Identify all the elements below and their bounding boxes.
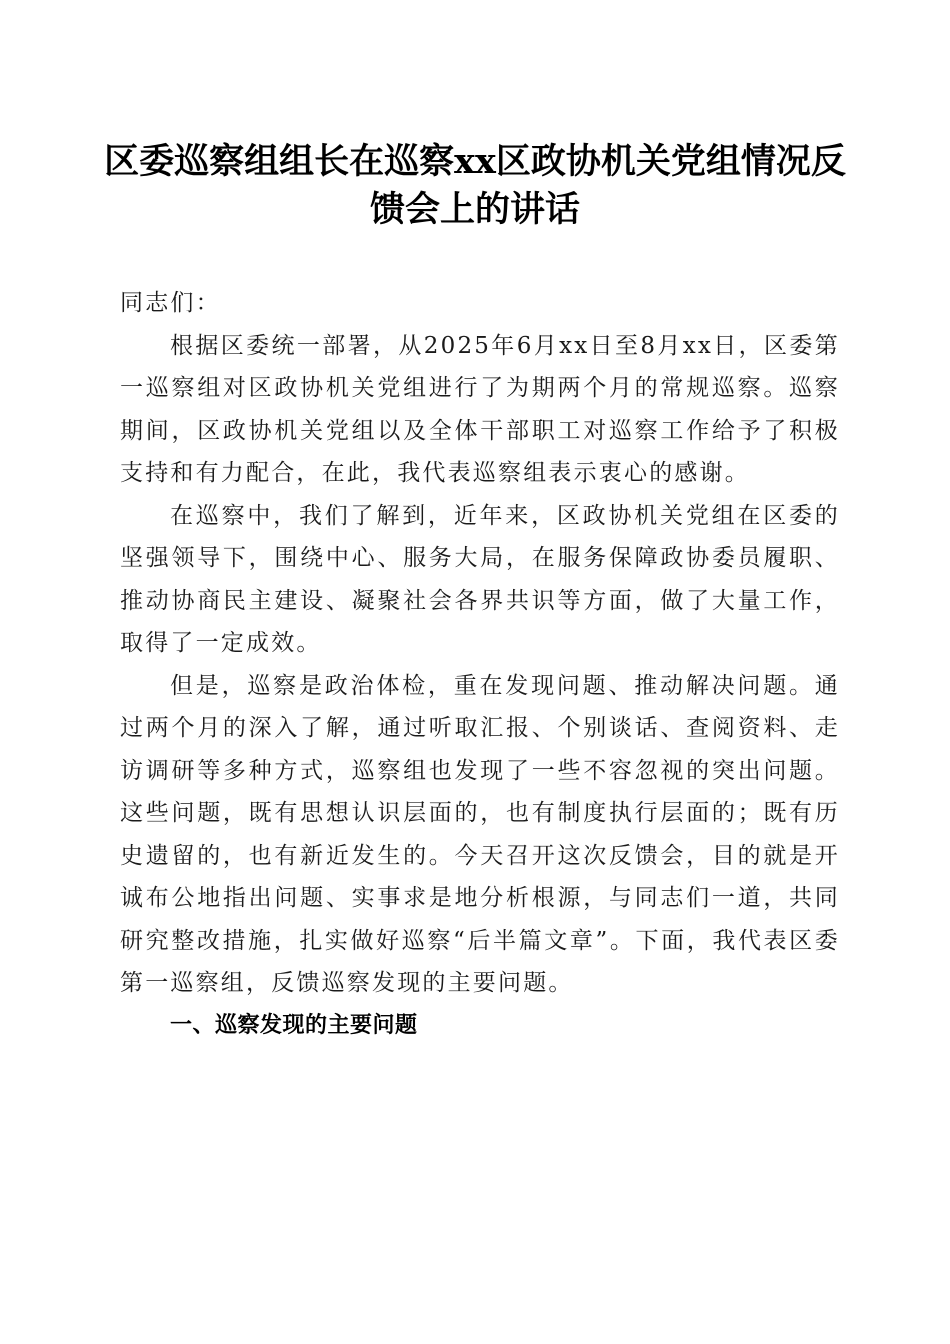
- salutation: 同志们：: [120, 290, 221, 316]
- document-title: 区委巡察组组长在巡察xx区政协机关党组情况反馈会上的讲话: [104, 141, 846, 230]
- paragraph-1: 根据区委统一部署，从2025年6月xx日至8月xx日，区委第一巡察组对区政协机关党组进行了为期两个月的常规巡察。巡察期间，区政协机关党组以及全体干部职工对巡察工作给予了积极支持和有力配合，在此，我代表巡察组表示衷心的感谢。: [120, 332, 840, 486]
- document-body: [120, 282, 840, 1047]
- section-heading: 一、巡察发现的主要问题: [170, 1012, 418, 1038]
- paragraph-3: 但是，巡察是政治体检，重在发现问题、推动解决问题。通过两个月的深入了解，通过听取汇报、个别谈话、查阅资料、走访调研等多种方式，巡察组也发现了一些不容忽视的突出问题。这些问题，既有思想认识层面的，也有制度执行层面的；既有历史遗留的，也有新近发生的。今天召开这次反馈会，目的就是开诚布公地指出问题、实事求是地分析根源，与同志们一道，共同研究整改措施，扎实做好巡察“后半篇文章”。下面，我代表区委第一巡察组，反馈巡察发现的主要问题。: [120, 672, 840, 996]
- paragraph-2: 在巡察中，我们了解到，近年来，区政协机关党组在区委的坚强领导下，围绕中心、服务大局，在服务保障政协委员履职、推动协商民主建设、凝聚社会各界共识等方面，做了大量工作，取得了一定成效。: [120, 502, 840, 656]
